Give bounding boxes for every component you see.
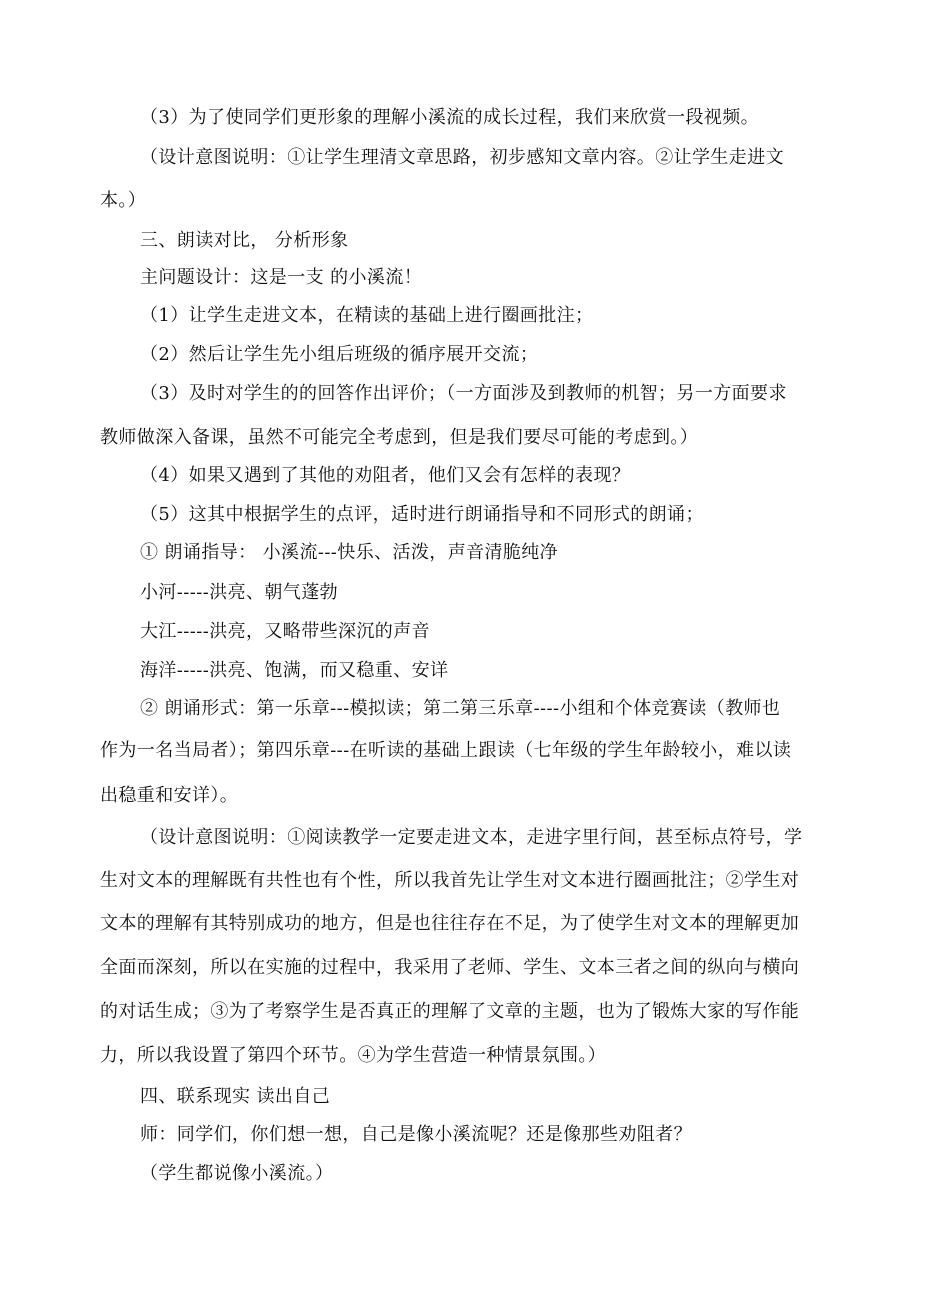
text-line: （4）如果又遇到了其他的劝阻者，他们又会有怎样的表现？: [140, 465, 631, 486]
text-line: （设计意图说明：①阅读教学一定要走进文本，走进字里行间，甚至标点符号，学: [140, 827, 803, 848]
section-heading: 三、朗读对比， 分析形象: [140, 230, 349, 251]
text-line: （2）然后让学生先小组后班级的循序展开交流；: [140, 344, 539, 365]
text-line: （5）这其中根据学生的点评，适时进行朗诵指导和不同形式的朗诵；: [140, 504, 704, 525]
text-line: 的对话生成；③为了考察学生是否真正的理解了文章的主题，也为了锻炼大家的写作能: [100, 1001, 800, 1022]
text-line: 海洋-----洪亮、饱满，而又稳重、安详: [140, 660, 449, 681]
text-line: 出稳重和安详）。: [100, 785, 239, 806]
text-line: 大江-----洪亮，又略带些深沉的声音: [140, 621, 431, 642]
text-line: （1）让学生走进文本，在精读的基础上进行圈画批注；: [140, 305, 594, 326]
text-line: 教师做深入备课，虽然不可能完全考虑到，但是我们要尽可能的考虑到。）: [100, 427, 699, 448]
text-line: （学生都说像小溪流。）: [140, 1163, 334, 1184]
text-line: 小河-----洪亮、朝气蓬勃: [140, 582, 339, 603]
text-line: 全面而深刻，所以在实施的过程中，我采用了老师、学生、文本三者之间的纵向与横向: [100, 957, 800, 978]
text-line: 文本的理解有其特别成功的地方，但是也往往存在不足，为了使学生对文本的理解更加: [100, 913, 800, 934]
text-line: （设计意图说明：①让学生理清文章思路，初步感知文章内容。②让学生走进文: [140, 147, 784, 168]
text-line: （3）为了使同学们更形象的理解小溪流的成长过程，我们来欣赏一段视频。: [140, 107, 760, 128]
text-line: 师：同学们，你们想一想，自己是像小溪流呢？还是像那些劝阻者？: [140, 1124, 692, 1145]
text-line: ① 朗诵指导： 小溪流---快乐、活泼，声音清脆纯净: [140, 542, 559, 563]
text-line: 生对文本的理解既有共性也有个性，所以我首先让学生对文本进行圈画批注；②学生对: [100, 870, 800, 891]
text-line: 主问题设计：这是一支 的小溪流！: [140, 267, 423, 288]
text-line: 力，所以我设置了第四个环节。④为学生营造一种情景氛围。）: [100, 1045, 607, 1066]
text-line: （3）及时对学生的的回答作出评价；（一方面涉及到教师的机智；另一方面要求: [140, 383, 787, 404]
text-line: ② 朗诵形式：第一乐章---模拟读；第二第三乐章----小组和个体竞赛读（教师也: [140, 698, 781, 719]
text-line: 本。）: [100, 190, 147, 211]
section-heading: 四、联系现实 读出自己: [140, 1086, 331, 1107]
text-line: 作为一名当局者）；第四乐章---在听读的基础上跟读（七年级的学生年龄较小，难以读: [100, 740, 792, 761]
